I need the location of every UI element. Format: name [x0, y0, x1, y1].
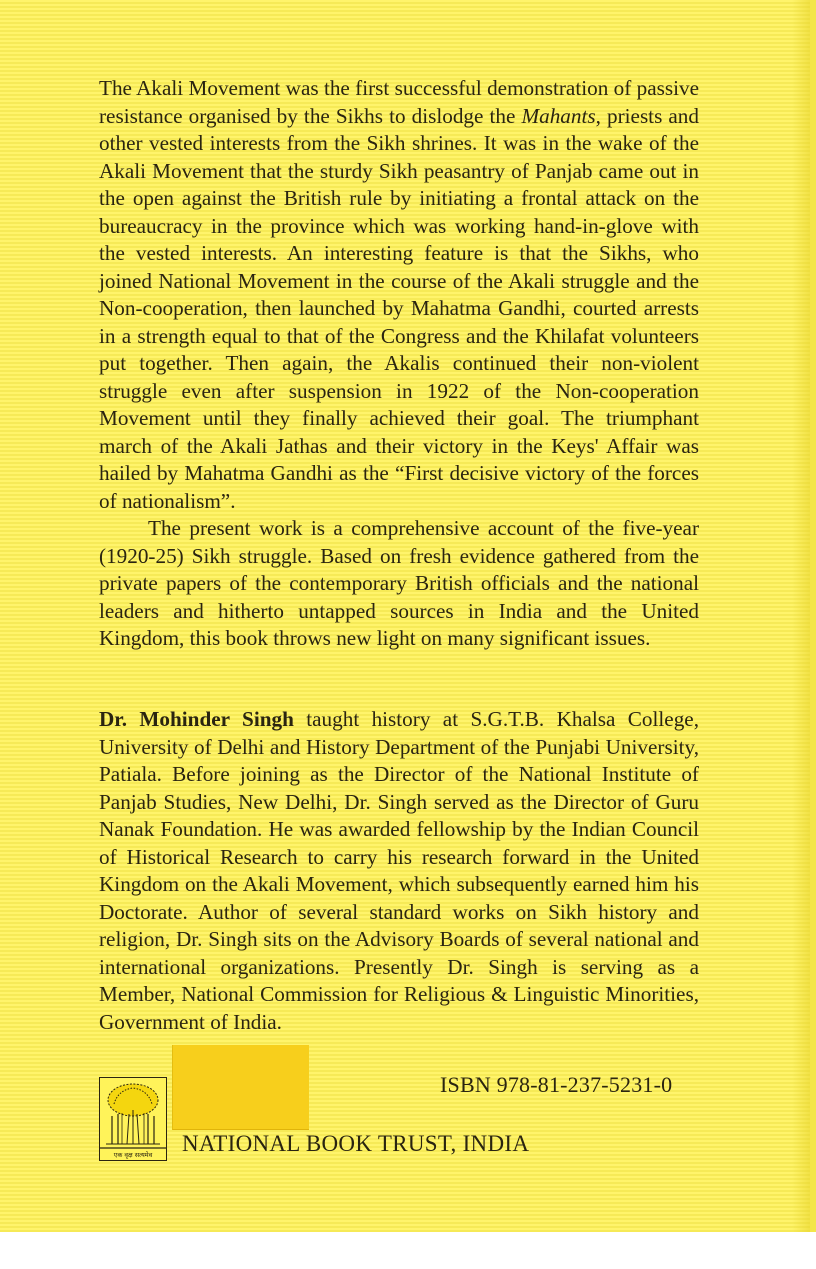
- publisher-name: NATIONAL BOOK TRUST, INDIA: [182, 1131, 530, 1156]
- author-bio-paragraph: [99, 706, 699, 1036]
- banyan-tree-icon: [100, 1078, 166, 1160]
- blurb-p1-rest: , priests and other vested interests from the Sikh shrines. It was in the wake of the Akali Movement that the sturdy Sikh peasantry of Panjab came out in the open against the British rule by initiating a frontal attack on the bureaucracy in the province which was working hand-in-glove with the vested interests. An interesting feature is that the Sikhs, who joined National Movement in the course of the Akali struggle and the Non-cooperation, then launched by Mahatma Gandhi, courted arrests in a strength equal to that of the Congress and the Khilafat volunteers put together. Then again, the Akalis continued their non-violent struggle even after suspension in 1922 of the Non-cooperation Movement until they finally achieved their goal. The triumphant march of the Akali Jathas and their victory in the Keys' Affair was hailed by Mahatma Gandhi as the “First decisive victory of the forces of nationalism”.: [99, 103, 699, 513]
- publisher-logo: [99, 1077, 167, 1161]
- cover-edge-shade: [792, 0, 810, 1232]
- logo-caption: एक वृक्ष सत्यमेव: [113, 1151, 153, 1159]
- price-sticker: [172, 1045, 309, 1130]
- blurb-p1-start: The Akali Movement was the first successful demonstration of passive resistance organised by the Sikhs to dislodge the: [99, 76, 699, 128]
- isbn-number: ISBN 978-81-237-5231-0: [440, 1072, 673, 1097]
- blurb-p1-italic-term: Mahants: [521, 103, 596, 128]
- blurb-paragraph-2: The present work is a comprehensive account of the five-year (1920-25) Sikh struggle. Based on fresh evidence gathered from the private papers of the contemporary British officials and the national leaders and hitherto untapped sources in India and the United Kingdom, this book throws new light on many significant issues.: [99, 516, 699, 650]
- author-name: Dr. Mohinder Singh: [99, 707, 294, 731]
- blurb-paragraph-1: [99, 75, 699, 515]
- author-bio-text: taught history at S.G.T.B. Khalsa College, University of Delhi and History Department of the Punjabi University, Patiala. Before joining as the Director of the National Institute of Panjab Studies, New Delhi, Dr. Singh served as the Director of Guru Nanak Foundation. He was awarded fellowship by the Indian Council of Historical Research to carry his research forward in the United Kingdom on the Akali Movement, which subsequently earned him his Doctorate. Author of several standard works on Sikh history and religion, Dr. Singh sits on the Advisory Boards of several national and international organizations. Presently Dr. Singh is serving as a Member, National Commission for Religious & Linguistic Minorities, Government of India.: [99, 707, 699, 1034]
